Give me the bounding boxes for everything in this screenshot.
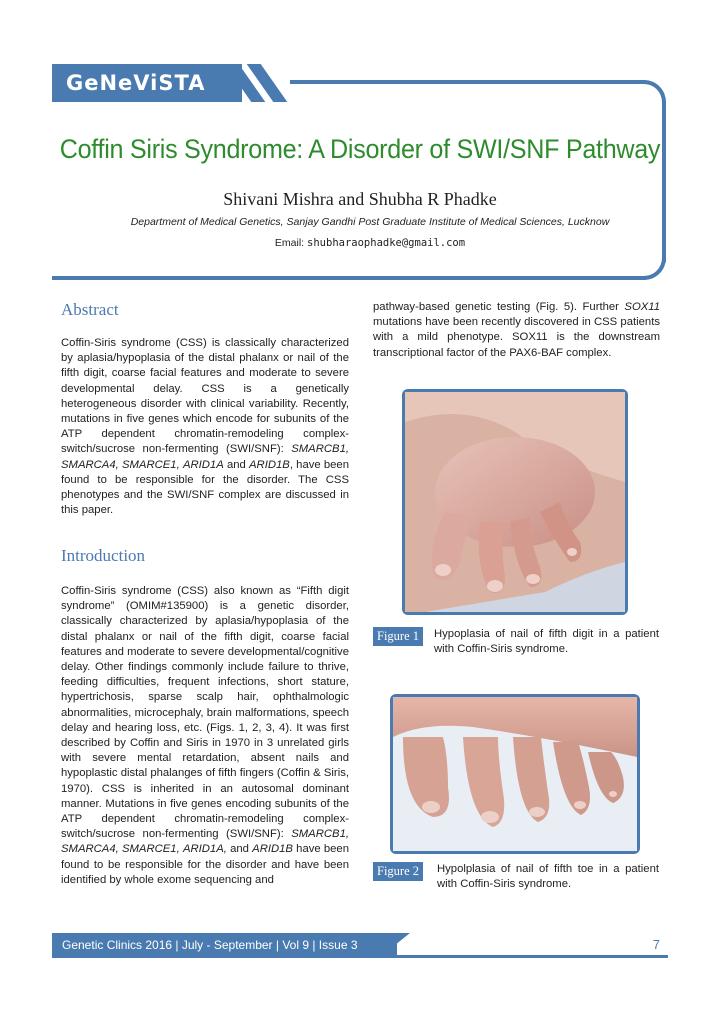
introduction-text: have been found to be responsible for the disorder and have been identified by whole exome sequencing and	[61, 843, 349, 886]
figure-1-label: Figure 1	[373, 627, 423, 646]
header-frame-bottom	[52, 276, 646, 280]
abstract-body	[61, 336, 349, 518]
page-number: 7	[652, 937, 660, 952]
figure-2-label: Figure 2	[373, 862, 423, 881]
email-label: Email:	[274, 237, 305, 249]
figure-1-caption: Hypoplasia of nail of fifth digit in a patient with Coffin-Siris syndrome.	[434, 628, 659, 656]
abstract-text: , have been found to be responsible for the disorder. The CSS phenotypes and the SWI/SNF complex are discussed in this paper.	[61, 458, 349, 517]
right-text: pathway-based genetic testing (Fig. 5). Further	[373, 301, 619, 313]
gene-name: SMARCE1,	[121, 458, 180, 471]
gene-name: SMARCA4,	[61, 843, 119, 856]
conjunction: and	[226, 458, 246, 471]
email-address[interactable]: shubharaophadke@gmail.com	[307, 237, 466, 249]
email-line	[30, 237, 710, 249]
footer-rule	[52, 955, 668, 958]
page-title: Coffin Siris Syndrome: A Disorder of SWI/SNF Pathway	[59, 134, 661, 164]
header-frame-top	[290, 80, 646, 84]
abstract-text: Coffin-Siris syndrome (CSS) is classically characterized by aplasia/hypoplasia of the distal phalanx or nail of the fifth digit, coarse facial features and moderate to severe developmental delay. CSS is a genetically heterogeneous disorder with clinical variability. Recently, mutations in five genes which encode for subunits of the ATP dependent chromatin-remodeling complex- switch/sucrose non-fermenting (SWI/SNF):	[61, 337, 349, 456]
gene-name: SMARCB1,	[291, 443, 349, 456]
right-column-text	[373, 300, 660, 361]
gene-name: ARID1B	[249, 458, 290, 471]
introduction-text: Coffin-Siris syndrome (CSS) also known as “Fifth digit syndrome” (OMIM#135900) is a genetic disorder, classically characterized by aplasia/hypoplasia of the distal phalanx or nail of the fifth digit, coarse facial features and moderate to severe developmental/cognitive delay. Other findings commonly include failure to thrive, feeding difficulties, frequent infections, short stature, hypertrichosis, sparse scalp hair, ophthalmologic abnormalities, microcephaly, brain malformations, speech delay and hearing loss, etc. (Figs. 1, 2, 3, 4). It was first described by Coffin and Siris in 1970 in 3 unrelated girls with severe mental retardation, absent nails and hypoplastic distal phalanges of fifth fingers (Coffin & Siris, 1970). CSS is inherited in an autosomal dominant manner. Mutations in five genes encoding subunits of the ATP dependent chromatin-remodeling complex- switch/sucrose non-fermenting (SWI/SNF):	[61, 585, 349, 841]
figure-1-frame	[402, 389, 628, 615]
header-frame-corner-bottom	[640, 254, 666, 280]
conjunction: and	[230, 843, 249, 856]
introduction-body	[61, 584, 349, 888]
footer-wedge	[380, 933, 410, 957]
gene-name: ARID1B	[252, 843, 293, 856]
abstract-heading: Abstract	[61, 300, 119, 319]
affiliation: Department of Medical Genetics, Sanjay Gandhi Post Graduate Institute of Medical Sciences, Lucknow	[130, 216, 610, 228]
gene-name: SMARCE1,	[121, 843, 180, 856]
gene-name: SMARCA4,	[61, 458, 119, 471]
gene-name: SOX11	[624, 301, 660, 313]
authors: Shivani Mishra and Shubha R Phadke	[223, 189, 497, 209]
gene-name: SMARCB1,	[291, 828, 349, 841]
right-text: mutations have been recently discovered in CSS patients with a mild phenotype. SOX11 is the downstream transcriptional factor of the PAX6-BAF complex.	[373, 316, 660, 359]
figure-2-frame	[390, 694, 640, 854]
gene-name: ARID1A	[182, 458, 224, 471]
figure-2-caption: Hypolplasia of nail of fifth toe in a patient with Coffin-Siris syndrome.	[437, 863, 659, 891]
foot-photo	[393, 697, 637, 851]
introduction-heading: Introduction	[61, 546, 146, 565]
gene-name: ARID1A,	[182, 843, 227, 856]
footer-journal: Genetic Clinics 2016 | July - September | Vol 9 | Issue 3	[62, 938, 358, 952]
hand-photo	[405, 392, 625, 612]
brand-logo: GeNeViSTA	[66, 71, 206, 95]
